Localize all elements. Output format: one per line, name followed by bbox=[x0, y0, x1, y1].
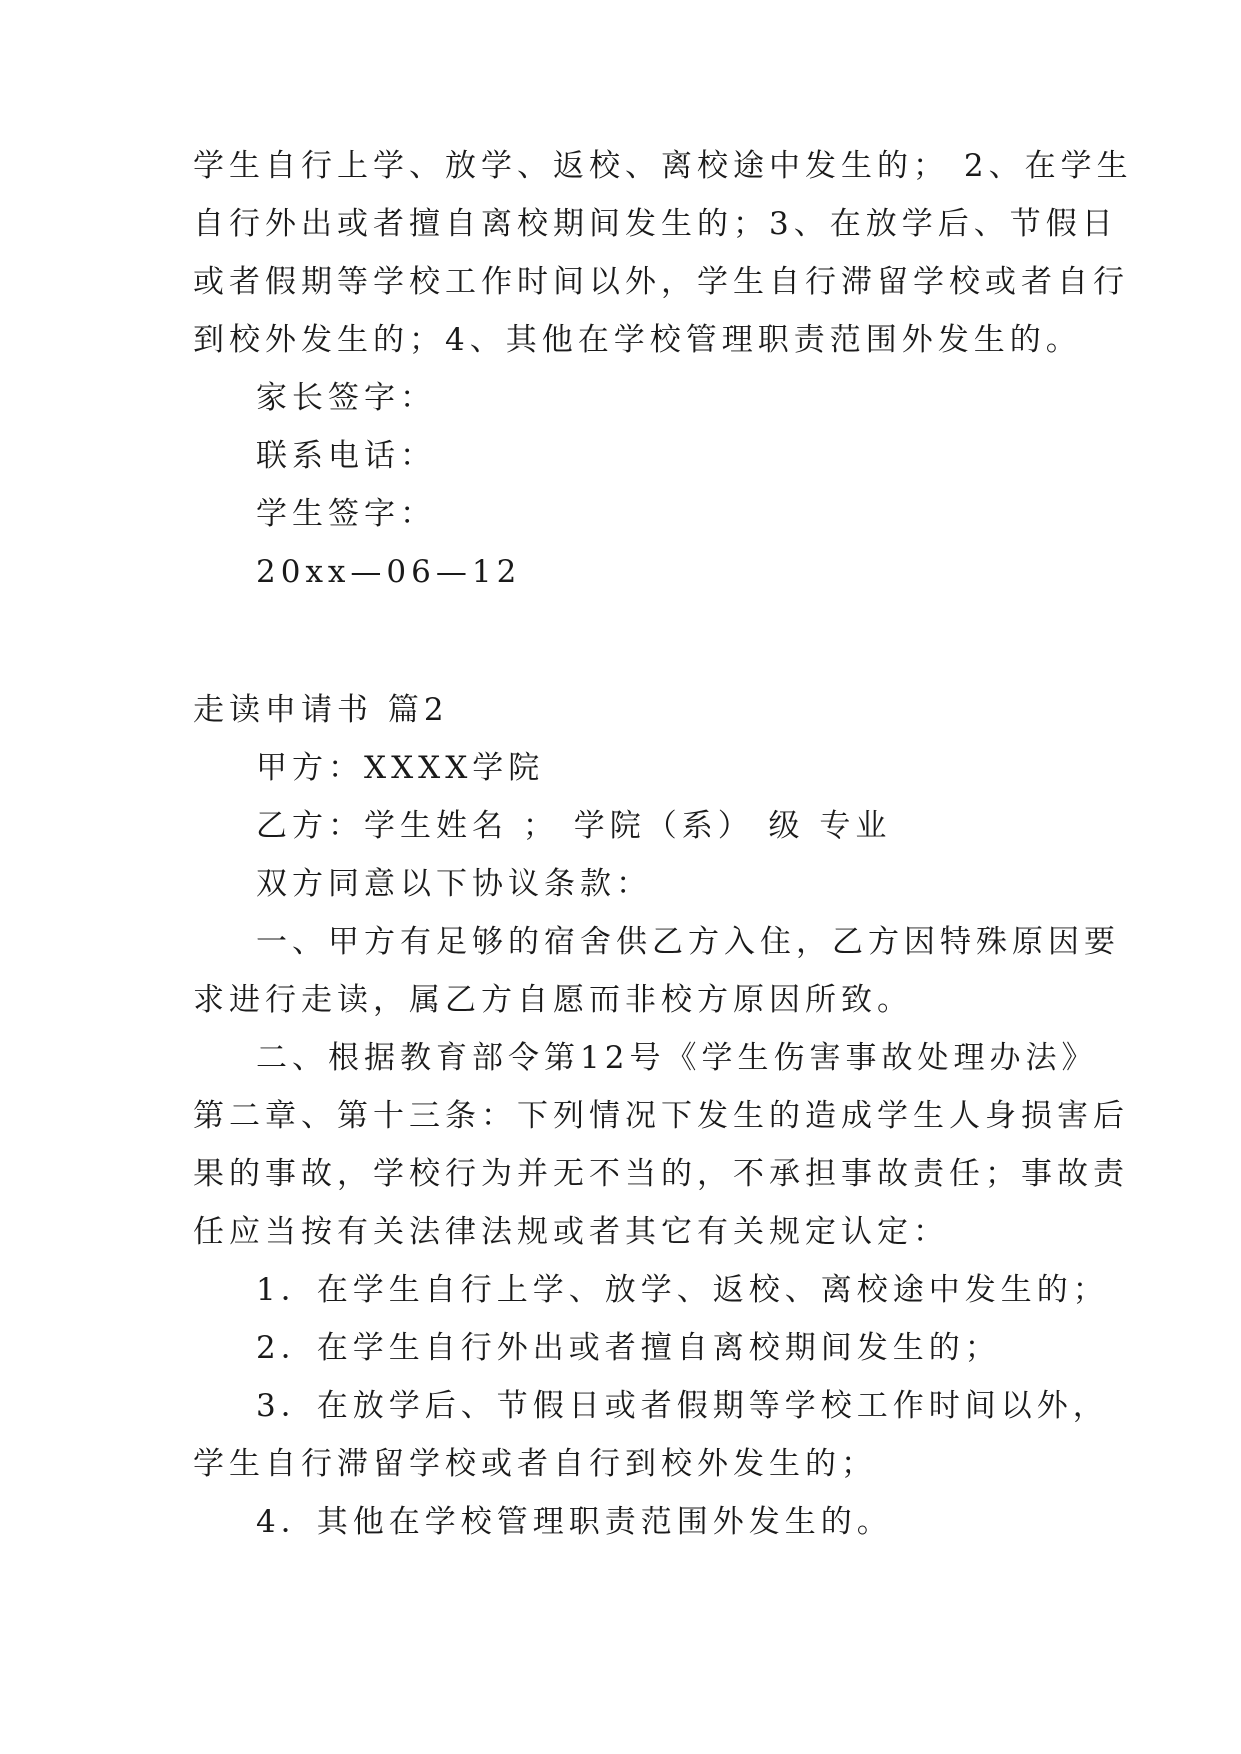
party-a: 甲方：XXXX学院 bbox=[256, 750, 545, 786]
clause-2-line: 二、根据教育部令第12号《学生伤害事故处理办法》 bbox=[256, 1040, 1098, 1076]
clause-1-line: 一、甲方有足够的宿舍供乙方入住，乙方因特殊原因要 bbox=[256, 924, 1120, 960]
paragraph-line: 自行外出或者擅自离校期间发生的；3、在放学后、节假日 bbox=[193, 206, 1118, 242]
application-section-2 bbox=[193, 681, 1129, 1551]
clause-1-line: 求进行走读，属乙方自愿而非校方原因所致。 bbox=[193, 982, 913, 1018]
paragraph-line: 或者假期等学校工作时间以外，学生自行滞留学校或者自行 bbox=[193, 264, 1129, 300]
list-item-4: 4．其他在学校管理职责范围外发生的。 bbox=[256, 1504, 893, 1540]
party-b: 乙方：学生姓名 ； 学院（系） 级 专业 bbox=[256, 808, 892, 844]
section-title: 走读申请书 篇2 bbox=[193, 692, 449, 728]
paragraph-line: 学生自行上学、放学、返校、离校途中发生的； 2、在学生 bbox=[193, 148, 1133, 184]
continued-clause-paragraph bbox=[193, 137, 1133, 601]
list-item-2: 2．在学生自行外出或者擅自离校期间发生的； bbox=[256, 1330, 1001, 1366]
clause-2-line: 第二章、第十三条：下列情况下发生的造成学生人身损害后 bbox=[193, 1098, 1129, 1134]
date-text: 20xx—06—12 bbox=[256, 554, 522, 590]
list-item-3: 3．在放学后、节假日或者假期等学校工作时间以外， bbox=[256, 1388, 1109, 1424]
contact-phone-label: 联系电话： bbox=[256, 438, 436, 474]
student-signature-label: 学生签字： bbox=[256, 496, 436, 532]
clause-2-line: 果的事故，学校行为并无不当的，不承担事故责任；事故责 bbox=[193, 1156, 1129, 1192]
clause-2-line: 任应当按有关法律法规或者其它有关规定认定： bbox=[193, 1214, 949, 1250]
list-item-1: 1．在学生自行上学、放学、返校、离校途中发生的； bbox=[256, 1272, 1109, 1308]
parent-signature-label: 家长签字： bbox=[256, 380, 436, 416]
list-item-3-continued: 学生自行滞留学校或者自行到校外发生的； bbox=[193, 1446, 877, 1482]
paragraph-line: 到校外发生的；4、其他在学校管理职责范围外发生的。 bbox=[193, 322, 1082, 358]
agreement-intro: 双方同意以下协议条款： bbox=[256, 866, 652, 902]
